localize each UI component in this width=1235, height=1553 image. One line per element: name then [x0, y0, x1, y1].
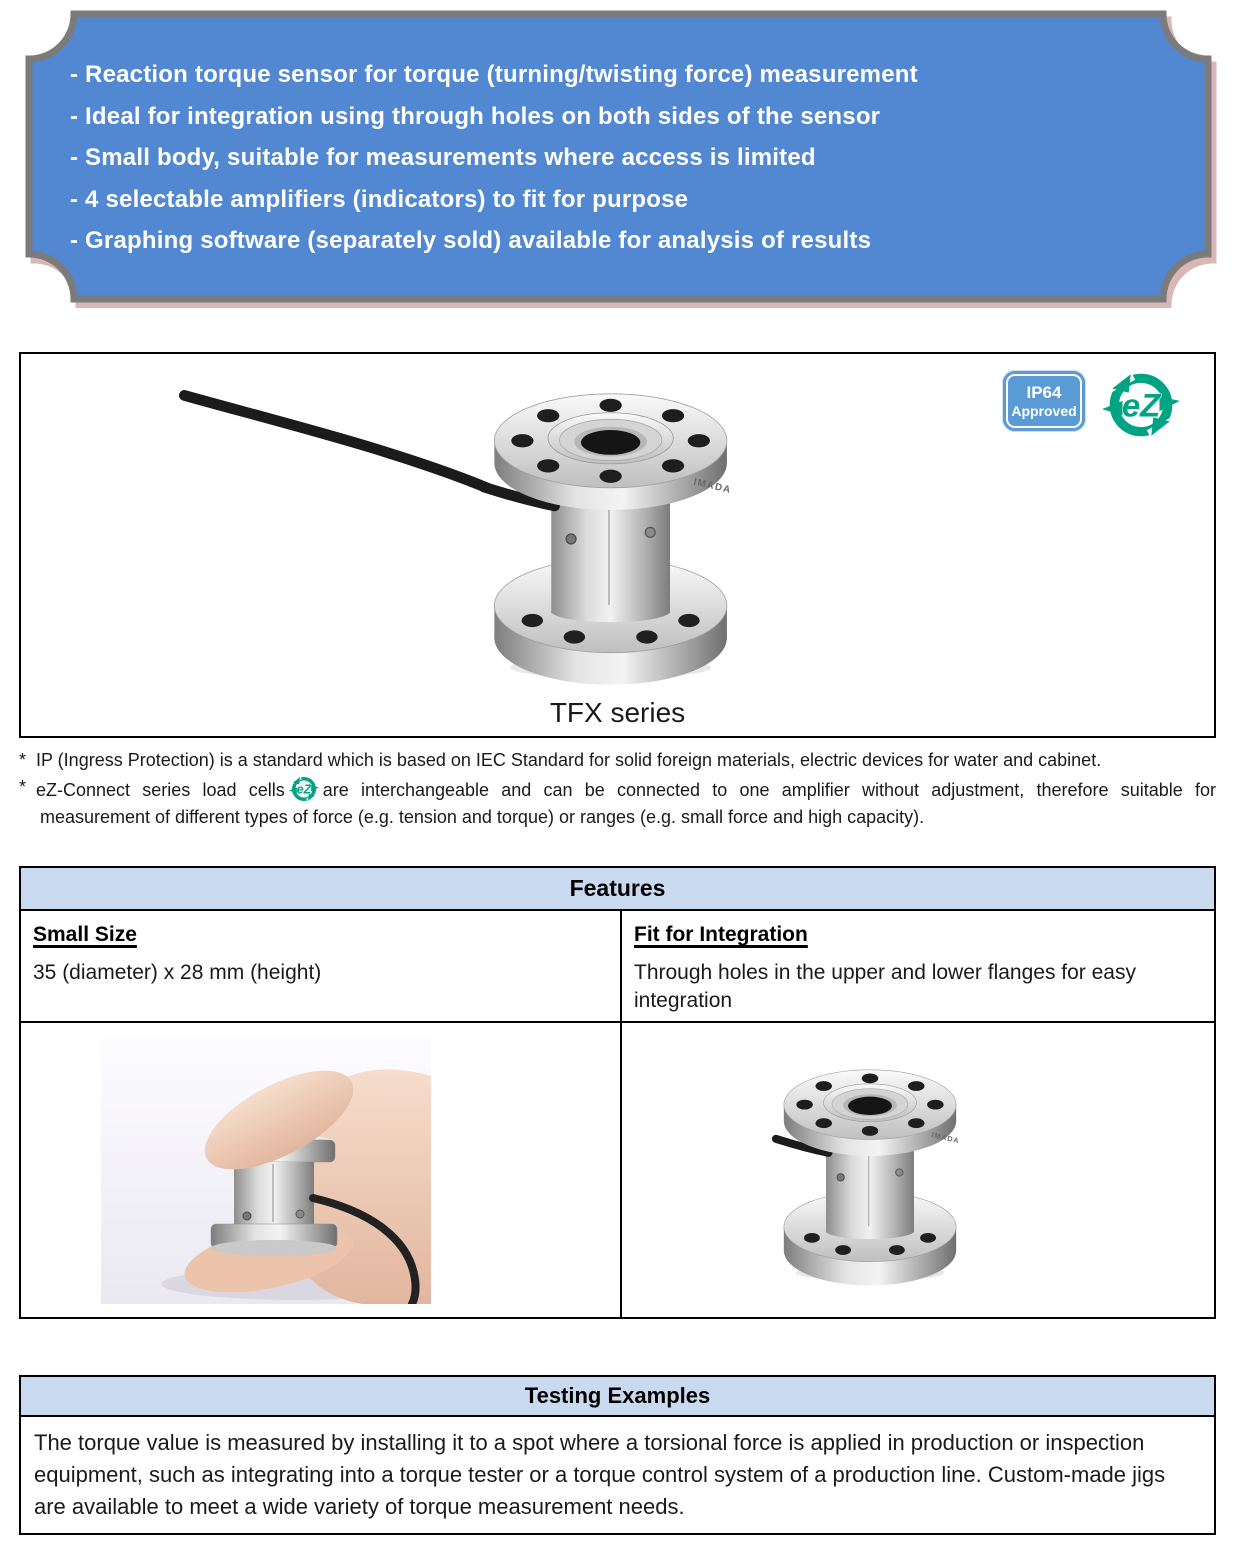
intro-banner [25, 10, 1217, 308]
hand-photo-cell [21, 1023, 622, 1317]
testing-examples-section [19, 1375, 1216, 1535]
banner-bullet: - Ideal for integration using through holes on both sides of the sensor [70, 102, 881, 130]
footnote-ip-text: IP (Ingress Protection) is a standard which is based on IEC Standard for solid foreign materials, electric devices for water and cabinet. [36, 750, 1102, 770]
hand-holding-sensor-photo [101, 1036, 431, 1304]
banner-bullet: - Small body, suitable for measurements where access is limited [70, 144, 816, 171]
feature-heading: Fit for Integration [634, 923, 808, 946]
footnote-marker: * [19, 777, 27, 797]
banner-bullet: - 4 selectable amplifiers (indicators) to fit for purpose [70, 185, 689, 213]
testing-examples-body: The torque value is measured by installing it to a spot where a torsional force is applied in production or inspection equipment, such as integrating into a torque tester or a torque control system of a production line. Custom-made jigs are available to meet a wide variety of torque measurement needs. [34, 1430, 1166, 1519]
ip64-approved-badge [1002, 370, 1086, 432]
footnote-ez-line1 [19, 774, 1216, 804]
features-text-row [21, 911, 1214, 1021]
ip64-badge-approved: Approved [1011, 402, 1077, 419]
features-image-row [21, 1021, 1214, 1317]
product-photo-box [19, 352, 1216, 738]
banner-bullet-list [70, 54, 1177, 262]
sensor-integration-photo [705, 1030, 1035, 1310]
testing-examples-header: Testing Examples [21, 1377, 1214, 1417]
ez-connect-icon [289, 774, 319, 804]
banner-bullet: - Graphing software (separately sold) available for analysis of results [70, 227, 872, 254]
footnote-ez-after-icon: are interchangeable and can be connected to one amplifier without adjustment, therefore suitable for [322, 780, 1216, 800]
footnote-ip [19, 747, 1216, 774]
feature-small-size-cell [21, 911, 622, 1021]
footnote-marker: * [19, 750, 27, 770]
footnotes [19, 747, 1216, 831]
feature-integration-cell [622, 911, 1214, 1021]
footnote-ez-before-icon: eZ-Connect series load cells [36, 780, 285, 800]
product-photo [19, 364, 825, 694]
features-header: Features [21, 868, 1214, 911]
ip64-badge-frame [1006, 374, 1082, 428]
banner-bullet: - Reaction torque sensor for torque (turning/twisting force) measurement [70, 61, 918, 88]
feature-heading: Small Size [33, 923, 137, 946]
sensor-photo-cell [622, 1023, 1214, 1317]
ip64-badge-rating: IP64 [1026, 382, 1062, 402]
footnote-ez-line2: measurement of different types of force (e.g. tension and torque) or ranges (e.g. small force and high capacity). [40, 807, 925, 827]
product-caption: TFX series [549, 697, 686, 728]
features-section [19, 866, 1216, 1319]
feature-body: 35 (diameter) x 28 mm (height) [33, 961, 322, 984]
feature-body: Through holes in the upper and lower flanges for easy integration [634, 961, 1136, 1012]
ez-connect-logo [1102, 366, 1180, 444]
